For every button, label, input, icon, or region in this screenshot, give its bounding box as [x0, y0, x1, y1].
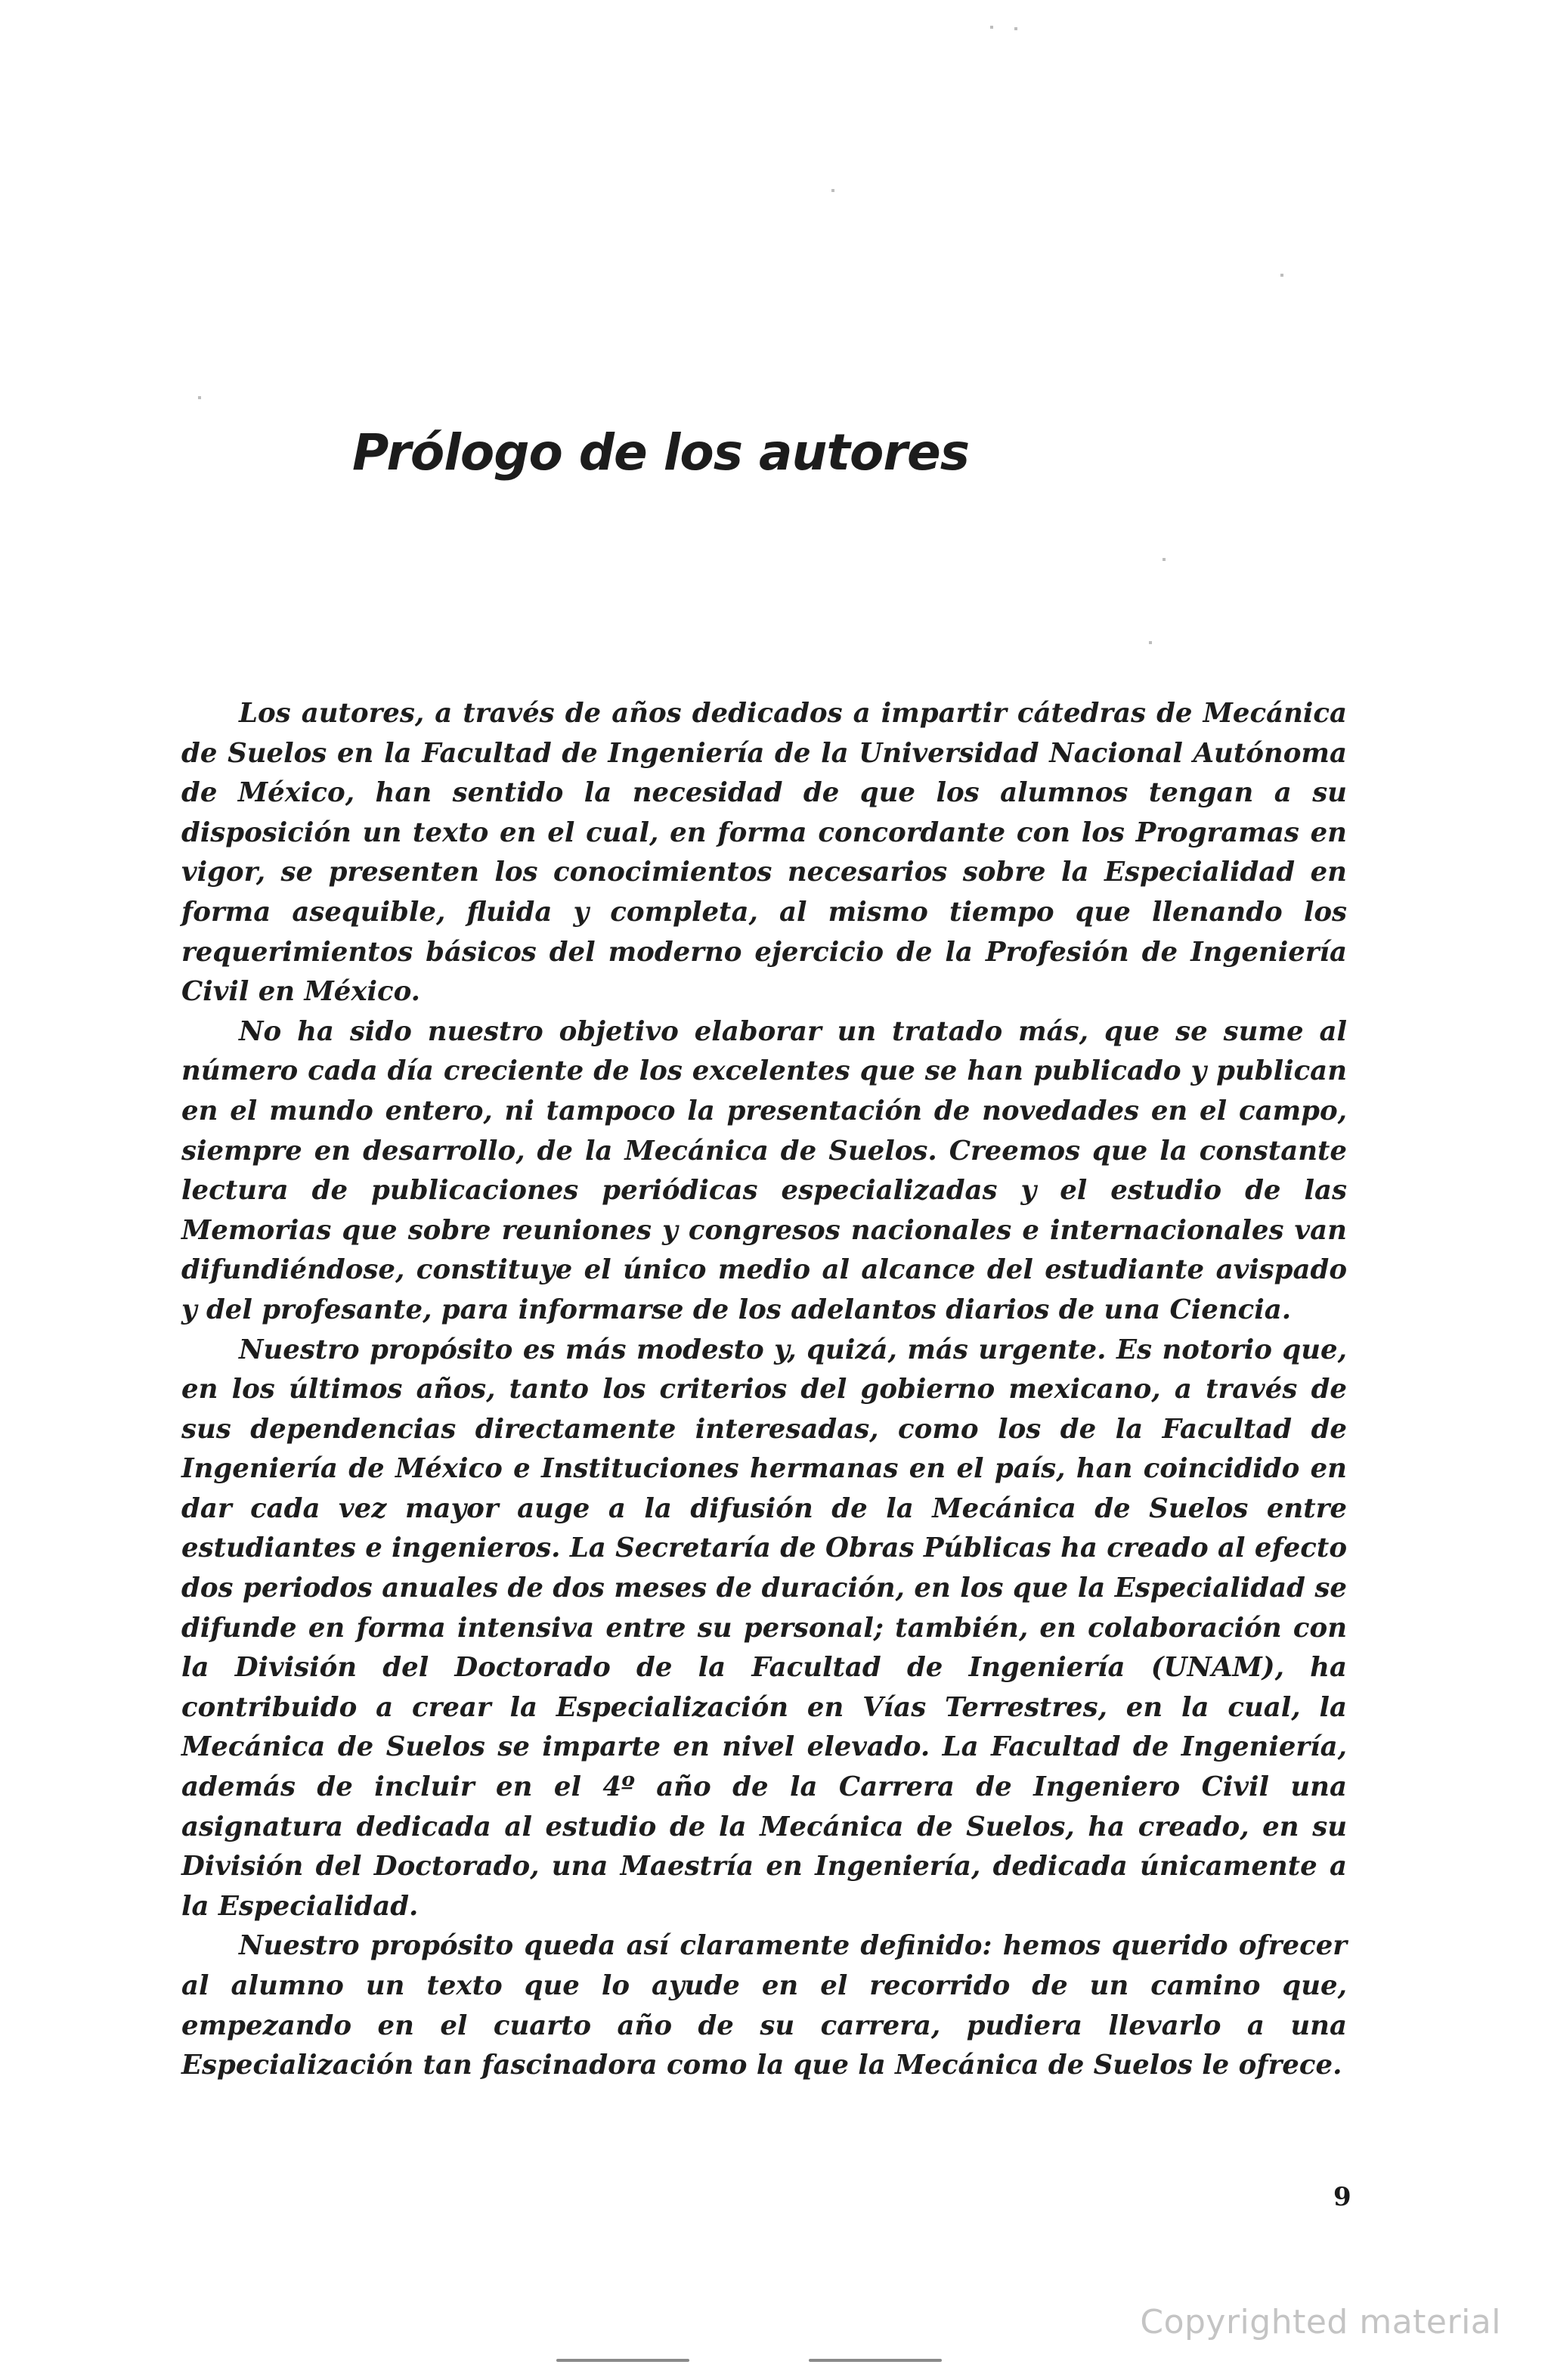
scan-speck	[1280, 274, 1283, 277]
body-text	[181, 694, 1347, 2086]
paragraph-2: No ha sido nuestro objetivo elaborar un tratado más, que se sume al número cada día creciente de los excelentes que se han publicado y publican en el mundo entero, ni tampoco la presentación de novedades en el campo, siempre en desarrollo, de la Mecánica de Suelos. Creemos que la constante lectura de publicaciones periódicas especializadas y el estudio de las Memorias que sobre reuniones y congresos nacionales e internacionales van difundiéndose, constituye el único medio al alcance del estudiante avispado y del profesante, para informarse de los adelantos diarios de una Ciencia.	[181, 1015, 1347, 1325]
paragraph-1: Los autores, a través de años dedicados a impartir cátedras de Mecánica de Suelos en la Facultad de Ingeniería de la Universidad Nacional Autónoma de México, han sentido la necesidad de que los alumnos tengan a su disposición un texto en el cual, en forma concordante con los Programas en vigor, se presenten los conocimientos necesarios sobre la Especialidad en forma asequible, fluida y completa, al mismo tiempo que llenando los requerimientos básicos del moderno ejercicio de la Profesión de Ingeniería Civil en México.	[181, 698, 1347, 1008]
paragraph-3: Nuestro propósito es más modesto y, quizá, más urgente. Es notorio que, en los últimos años, tanto los criterios del gobierno mexicano, a través de sus dependencias directamente interesadas, como los de la Facultad de Ingeniería de México e Instituciones hermanas en el país, han coincidido en dar cada vez mayor auge a la difusión de la Mecánica de Suelos entre estudiantes e ingenieros. La Secretaría de Obras Públicas ha creado al efecto dos periodos anuales de dos meses de duración, en los que la Especialidad se difunde en forma intensiva entre su personal; también, en colaboración con la División del Doctorado de la Facultad de Ingeniería (UNAM), ha contribuido a crear la Especialización en Vías Terrestres, en la cual, la Mecánica de Suelos se imparte en nivel elevado. La Facultad de Ingeniería, además de incluir en el 4º año de la Carrera de Ingeniero Civil una asignatura dedicada al estudio de la Mecánica de Suelos, ha creado, en su División del Doctorado, una Maestría en Ingeniería, dedicada únicamente a la Especialidad.	[181, 1334, 1347, 1922]
scan-speck	[1014, 27, 1017, 30]
scan-speck	[1149, 641, 1152, 644]
scan-speck	[198, 396, 201, 399]
scan-edge-line	[809, 2359, 942, 2362]
scan-speck	[990, 26, 993, 29]
scan-edge-line	[556, 2359, 689, 2362]
copyright-watermark: Copyrighted material	[1140, 2303, 1501, 2341]
page-title: Prólogo de los autores	[352, 423, 969, 482]
scan-speck	[1163, 558, 1166, 561]
page-number: 9	[1333, 2182, 1351, 2212]
scan-speck	[831, 189, 834, 192]
paragraph-4: Nuestro propósito queda así claramente definido: hemos querido ofrecer al alumno un texto que lo ayude en el recorrido de un camino que, empezando en el cuarto año de su carrera, pudiera llevarlo a una Especialización tan fascinadora como la que la Mecánica de Suelos le ofrece.	[181, 1930, 1347, 2081]
